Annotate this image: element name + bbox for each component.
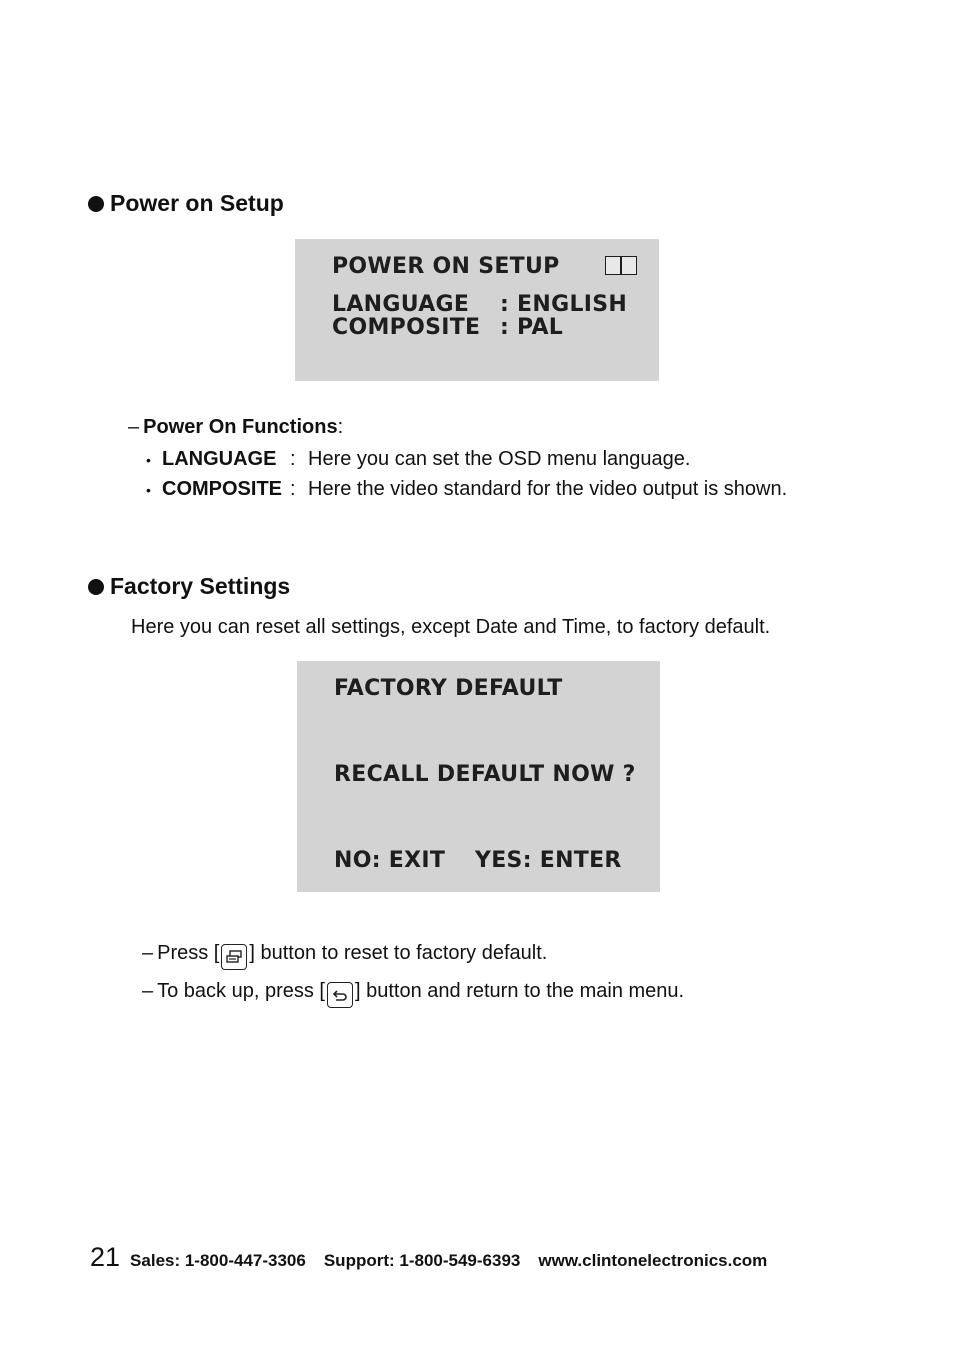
osd-yes-option: YES: ENTER <box>475 848 622 873</box>
heading-text: Power on Setup <box>110 190 284 216</box>
function-desc: Here the video standard for the video output is shown. <box>308 478 788 500</box>
osd-question: RECALL DEFAULT NOW ? <box>334 762 636 787</box>
osd-title: POWER ON SETUP <box>332 254 560 279</box>
function-label: LANGUAGE <box>162 448 277 470</box>
bullet-dot-icon <box>88 579 104 595</box>
square-icon <box>621 256 637 275</box>
support-phone: Support: 1-800-549-6393 <box>323 1251 521 1270</box>
function-sep: : <box>290 448 296 470</box>
factory-settings-intro: Here you can reset all settings, except Date and Time, to factory default. <box>131 616 771 638</box>
power-on-functions-title <box>128 416 343 439</box>
function-item-composite <box>146 478 787 501</box>
power-on-setup-osd-screen <box>295 239 659 381</box>
factory-default-osd-screen <box>297 661 660 892</box>
instruction-after: ] button and return to the main menu. <box>355 980 685 1002</box>
instruction-after: ] button to reset to factory default. <box>249 942 548 964</box>
function-desc: Here you can set the OSD menu language. <box>308 448 691 470</box>
function-label: COMPOSITE <box>162 478 283 500</box>
osd-indicator-boxes <box>605 256 637 275</box>
page-footer <box>90 1242 767 1273</box>
factory-settings-heading <box>88 573 290 600</box>
functions-title-text: Power On Functions <box>143 416 338 438</box>
osd-row-language-label: LANGUAGE <box>332 292 470 317</box>
enter-key-icon <box>221 944 247 970</box>
dash-icon: – <box>142 942 154 964</box>
website-link[interactable]: www.clintonelectronics.com <box>538 1251 768 1270</box>
bullet-icon: • <box>146 452 151 468</box>
page-number: 21 <box>90 1242 121 1272</box>
power-on-setup-heading <box>88 190 284 217</box>
return-key-icon <box>327 982 353 1008</box>
heading-text: Factory Settings <box>110 573 291 599</box>
instruction-before: To back up, press [ <box>157 980 325 1002</box>
osd-title: FACTORY DEFAULT <box>334 676 563 701</box>
square-icon <box>605 256 621 275</box>
osd-no-option: NO: EXIT <box>334 848 446 873</box>
instruction-before: Press [ <box>157 942 220 964</box>
osd-row-language-value: : ENGLISH <box>500 292 628 317</box>
osd-row-composite-value: : PAL <box>500 315 564 340</box>
dash-icon: – <box>128 416 140 438</box>
function-item-language <box>146 448 690 471</box>
instruction-reset <box>142 942 547 970</box>
dash-icon: – <box>142 980 154 1002</box>
instruction-back <box>142 980 684 1008</box>
functions-title-colon: : <box>337 416 344 438</box>
bullet-dot-icon <box>88 196 104 212</box>
function-sep: : <box>290 478 296 500</box>
sales-phone: Sales: 1-800-447-3306 <box>130 1251 306 1270</box>
bullet-icon: • <box>146 482 151 498</box>
osd-row-composite-label: COMPOSITE <box>332 315 481 340</box>
